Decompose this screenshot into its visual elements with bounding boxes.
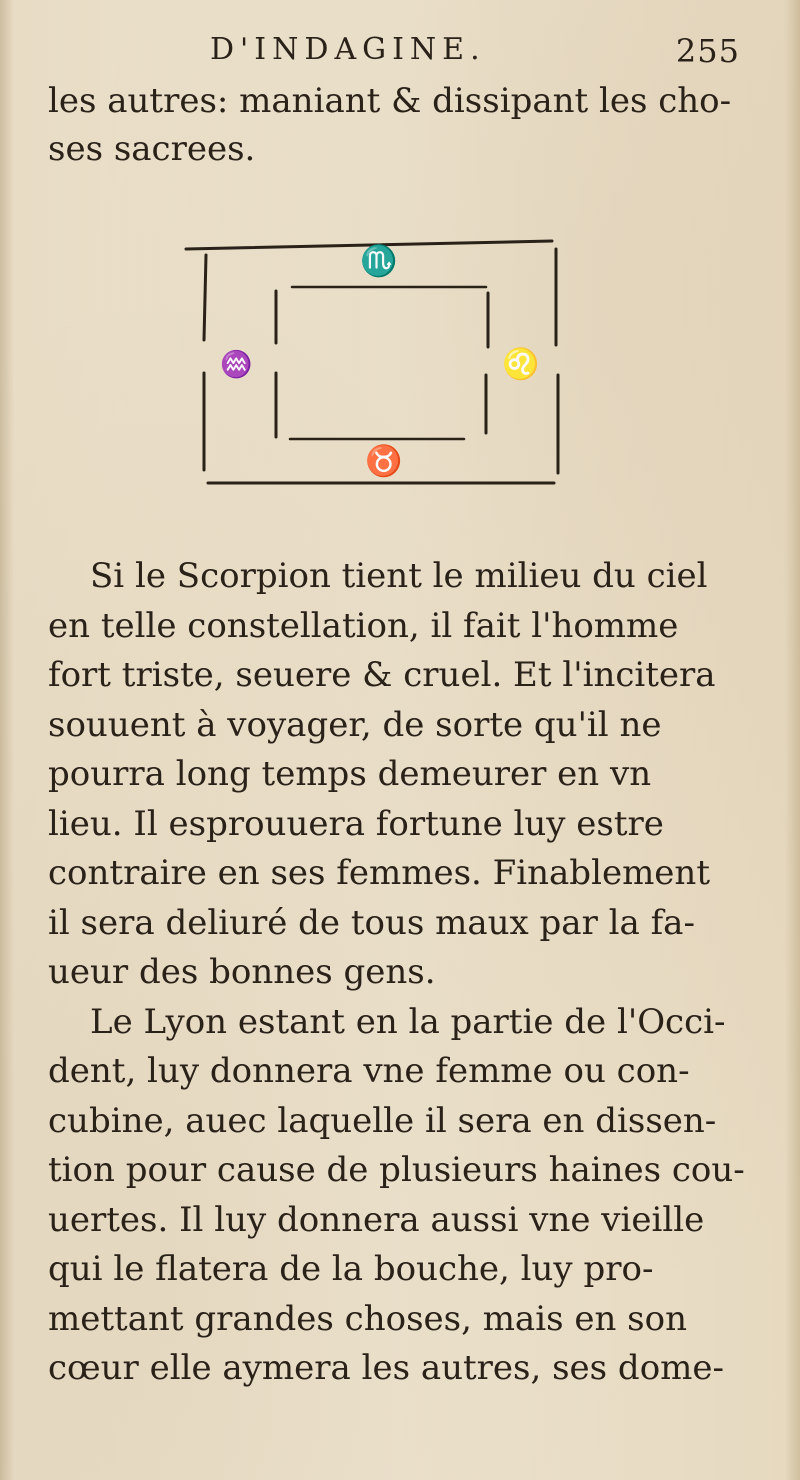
aquarius-sign: ♒: [220, 350, 253, 380]
paragraph-line: il sera deliuré de tous maux par la fa-: [48, 902, 695, 943]
paragraph-line: contraire en ses femmes. Finablement: [48, 853, 710, 893]
paragraph-line: cœur elle aymera les autres, ses dome-: [48, 1348, 725, 1388]
taurus-sign: ♉: [365, 444, 403, 479]
running-head: D'INDAGINE.: [210, 32, 486, 67]
paragraph-line: ueur des bonnes gens.: [48, 952, 436, 992]
leo-sign: ♌: [502, 347, 540, 382]
astrological-square-diagram: [170, 225, 580, 505]
paragraph-line: Le Lyon estant en la partie de l'Occi-: [90, 1001, 726, 1042]
paragraph-line: mettant grandes choses, mais en son: [48, 1298, 687, 1339]
page-header: [210, 30, 740, 80]
continued-text-line-2: ses sacrees.: [48, 129, 256, 169]
paragraph-line: pourra long temps demeurer en vn: [48, 754, 652, 794]
paragraph-line: Si le Scorpion tient le milieu du ciel: [90, 556, 708, 596]
paragraph-line: tion pour cause de plusieurs haines cou-: [48, 1150, 745, 1190]
paragraph-line: uertes. Il luy donnera aussi vne vieille: [48, 1199, 705, 1240]
paragraph-line: fort triste, seuere & cruel. Et l'incitera: [48, 655, 716, 695]
paragraph-line: souuent à voyager, de sorte qu'il ne: [48, 704, 662, 745]
paragraph-line: en telle constellation, il fait l'homme: [48, 605, 679, 646]
body-text: [48, 552, 745, 1394]
continued-text-line-1: les autres: maniant & dissipant les cho-: [48, 81, 732, 121]
paragraph-line: cubine, auec laquelle il sera en dissen-: [48, 1100, 717, 1141]
paragraph-line: lieu. Il esprouuera fortune luy estre: [48, 803, 664, 844]
page-number: 255: [675, 32, 740, 70]
paragraph-line: dent, luy donnera vne femme ou con-: [48, 1051, 690, 1091]
scorpio-sign: ♏: [360, 244, 398, 279]
paragraph-line: qui le flatera de la bouche, luy pro-: [48, 1249, 654, 1289]
